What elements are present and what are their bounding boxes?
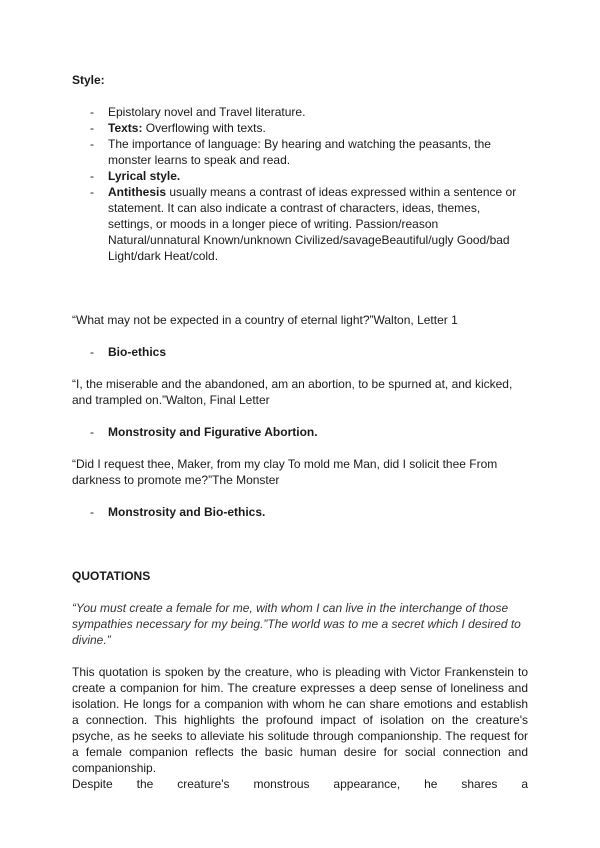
featured-quote: “You must create a female for me, with whom I can live in the interchange of those sympathies necessary for my being.”The world was to me a secret which I desired to divine.” xyxy=(72,601,521,647)
style-item: - The importance of language: By hearing and watching the peasants, the monster learns to speak and read. xyxy=(72,136,528,168)
quote-text: “Did I request thee, Maker, from my clay To mold me Man, did I solicit thee From darkness to promote me?”The Monster xyxy=(72,457,498,487)
quotations-heading: QUOTATIONS xyxy=(72,569,151,583)
style-heading: Style: xyxy=(72,73,105,87)
topic-label: - Monstrosity and Bio-ethics. xyxy=(90,504,265,520)
style-list xyxy=(72,104,528,264)
style-item: - Antithesis usually means a contrast of ideas expressed within a sentence or statement. It can also indicate a contrast of characters, ideas, themes, settings, or moods in a longer piece of writing. Passion/reason Natural/unnatural Known/unknown Civilized/savageBeautiful/ugly Good/bad Light/dark Heat/cold. xyxy=(72,184,528,264)
topic-label: - Bio-ethics xyxy=(90,344,166,360)
analysis-paragraph xyxy=(72,664,528,792)
topic-label: - Monstrosity and Figurative Abortion. xyxy=(90,424,318,440)
style-item: - Epistolary novel and Travel literature. xyxy=(72,104,528,120)
quote-text: “What may not be expected in a country of eternal light?”Walton, Letter 1 xyxy=(72,313,458,327)
analysis-last-line: Despite the creature's monstrous appearance, he shares a xyxy=(72,777,528,791)
style-item: - Texts: Overflowing with texts. xyxy=(72,120,528,136)
analysis-text: This quotation is spoken by the creature, who is pleading with Victor Frankenstein to create a companion for him. The creature expresses a deep sense of loneliness and isolation. He longs for a companion with whom he can share emotions and establish a connection. This highlights the profound impact of isolation on the creature's psyche, as he seeks to alleviate his solitude through companionship. The request for a female companion reflects the basic human desire for social connection and companionship. xyxy=(72,665,528,775)
style-item: - Lyrical style. xyxy=(72,168,528,184)
quote-text: “I, the miserable and the abandoned, am an abortion, to be spurned at, and kicked, and trampled on.”Walton, Final Letter xyxy=(72,377,513,407)
